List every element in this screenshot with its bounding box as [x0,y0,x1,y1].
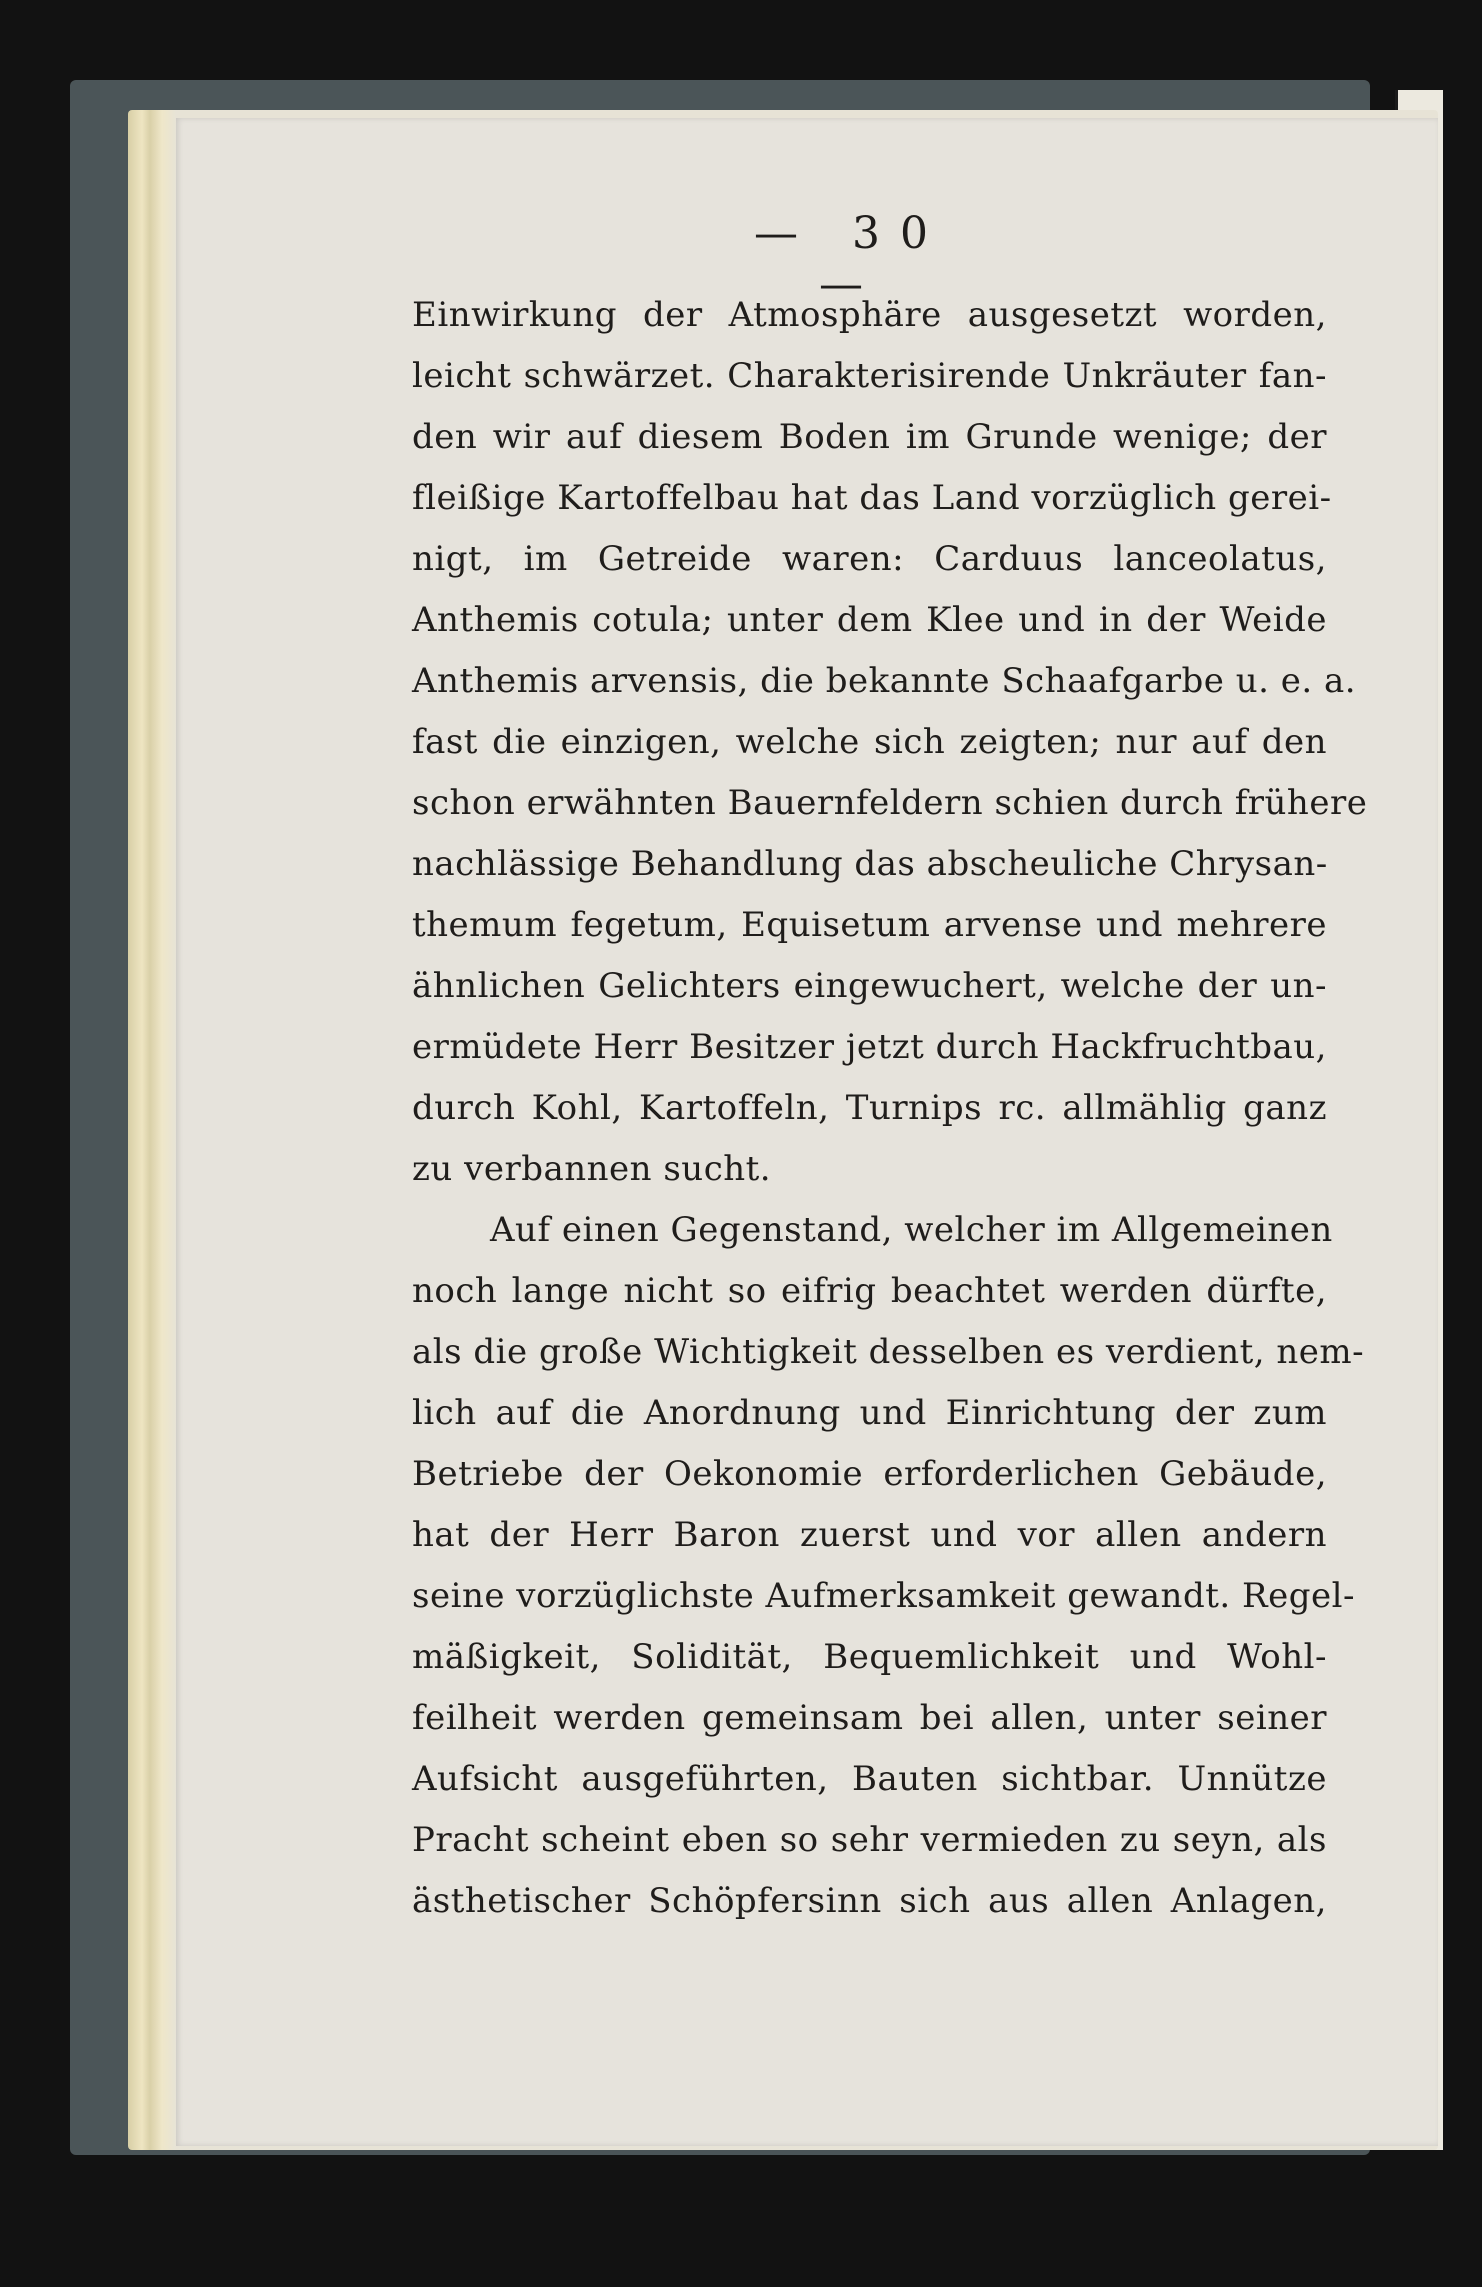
text-line: seine vorzüglichste Aufmerksamkeit gewandt. Regel- [412,1576,1355,1616]
text-line: durch Kohl, Kartoffeln, Turnips rc. allmählig ganz [412,1088,1327,1128]
text-line: schon erwähnten Bauernfeldern schien durch frühere [412,783,1368,823]
text-line: leicht schwärzet. Charakterisirende Unkräuter fan- [412,356,1327,396]
text-line: ästhetischer Schöpfersinn sich aus allen Anlagen, [412,1881,1327,1921]
text-line: zu verbannen sucht. [412,1149,772,1189]
text-line: Betriebe der Oekonomie erforderlichen Gebäude, [412,1454,1327,1494]
text-line: als die große Wichtigkeit desselben es verdient, nem- [412,1332,1365,1372]
text-line: ermüdete Herr Besitzer jetzt durch Hackfruchtbau, [412,1027,1327,1067]
text-line: Auf einen Gegenstand, welcher im Allgemeinen [490,1210,1333,1250]
text-line: mäßigkeit, Solidität, Bequemlichkeit und Wohl- [412,1637,1327,1677]
text-line: hat der Herr Baron zuerst und vor allen andern [412,1515,1327,1555]
text-line: lich auf die Anordnung und Einrichtung der zum [412,1393,1327,1433]
text-line: Anthemis cotula; unter dem Klee und in der Weide [412,600,1327,640]
body-text [412,285,1368,1932]
text-line: Einwirkung der Atmosphäre ausgesetzt worden, [412,295,1327,335]
text-line: feilheit werden gemeinsam bei allen, unter seiner [412,1698,1327,1738]
text-line: Aufsicht ausgeführten, Bauten sichtbar. Unnütze [412,1759,1327,1799]
text-line: ähnlichen Gelichters eingewuchert, welche der un- [412,966,1327,1006]
text-line: Anthemis arvensis, die bekannte Schaafgarbe u. e. a. [412,661,1357,701]
text-line: den wir auf diesem Boden im Grunde wenige; der [412,417,1327,457]
text-line: fleißige Kartoffelbau hat das Land vorzüglich gerei- [412,478,1332,518]
text-line: nigt, im Getreide waren: Carduus lanceolatus, [412,539,1327,579]
text-line: Pracht scheint eben so sehr vermieden zu seyn, als [412,1820,1327,1860]
text-line: noch lange nicht so eifrig beachtet werden dürfte, [412,1271,1327,1311]
text-line: nachlässige Behandlung das abscheuliche Chrysan- [412,844,1328,884]
text-line: fast die einzigen, welche sich zeigten; nur auf den [412,722,1327,762]
text-line: themum fegetum, Equisetum arvense und mehrere [412,905,1327,945]
page-number: — 30 — [754,208,948,310]
